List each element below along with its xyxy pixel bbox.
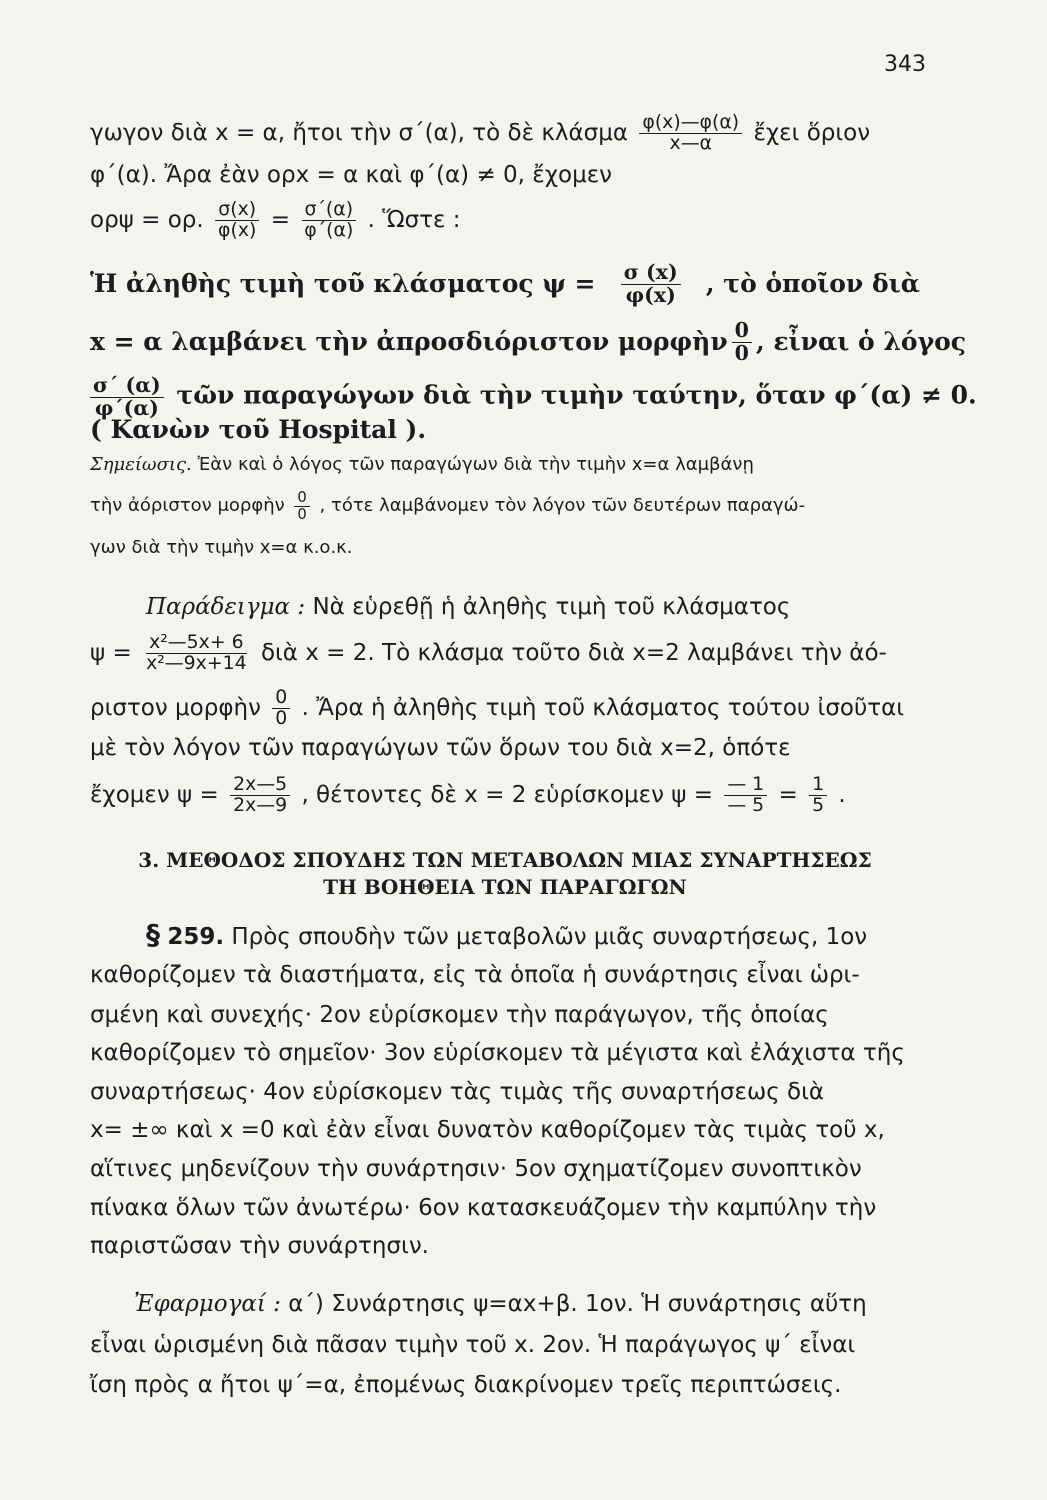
text-span: , θέτοντες δὲ x = 2 εὑρίσκομεν ψ = [301, 781, 713, 808]
section-heading-line-1: 3. ΜΕΘΟΔΟΣ ΣΠΟΥΔΗΣ ΤΩΝ ΜΕΤΑΒΟΛΩΝ ΜΙΑΣ ΣΥΝΑΡΤΗΣΕΩΣ [138, 848, 872, 872]
fraction-numerator: — 1 [724, 775, 767, 796]
section-line-5: συναρτήσεως· 4ον εὑρίσκομεν τὰς τιμὰς τῆς συναρτήσεως διὰ [90, 1079, 825, 1105]
note-line-3: γων διὰ τὴν τιμὴν x=α κ.ο.κ. [90, 537, 353, 558]
example-line-3 [90, 688, 920, 729]
equals-sign: = [270, 206, 290, 233]
fraction [724, 775, 767, 816]
example-label: Παράδειγμα : [146, 594, 306, 620]
text-line-2: φ΄(α). Ἄρα ἐὰν ορx = α καὶ φ΄(α) ≠ 0, ἔχομεν [90, 162, 613, 188]
text-span: ψ = [90, 639, 132, 666]
text-span: Πρὸς σπουδὴν τῶν μεταβολῶν μιᾶς συναρτήσεως, 1ον [231, 924, 868, 950]
fraction [732, 320, 752, 364]
section-line-4: καθορίζομεν τὸ σημεῖον· 3ον εὑρίσκομεν τὰ μέγιστα καὶ ἐλάχιστα τῆς [90, 1040, 905, 1066]
fraction-denominator: φ(x) [625, 282, 676, 307]
text-line-1 [90, 113, 920, 154]
applications-label: Ἐφαρμογαί : [134, 1291, 281, 1317]
fraction [294, 490, 309, 522]
fraction [215, 200, 259, 241]
text-span: ἔχει ὅριον [753, 119, 871, 146]
note-label: Σημείωσις. [90, 454, 192, 475]
fraction-denominator: x²—9x+14 [146, 651, 247, 674]
fraction [301, 200, 356, 241]
section-line-3: σμένη καὶ συνεχής· 2ον εὑρίσκομεν τὴν παράγωγον, τῆς ὁποίας [90, 1002, 829, 1028]
fraction-denominator: 0 [275, 706, 288, 729]
fraction [809, 775, 827, 816]
section-line-7: αἵτινες μηδενίζουν τὴν συνάρτησιν· 5ον σχηματίζομεν συνοπτικὸν [90, 1156, 862, 1182]
text-span: α΄) Συνάρτησις ψ=αx+β. 1ον. Ἡ συνάρτησις αὕτη [288, 1291, 867, 1317]
fraction-numerator: σ (x) [621, 262, 681, 285]
text-span: γωγον διὰ x = α, ἤτοι τὴν σ΄(α), τὸ δὲ κλάσμα [90, 119, 629, 146]
equals-sign: = [778, 781, 798, 808]
fraction [639, 113, 742, 154]
example-line-5 [90, 775, 920, 816]
fraction-denominator: 2x—9 [233, 793, 288, 816]
note-line-1 [90, 450, 920, 480]
fraction [272, 688, 290, 729]
example-line-1 [90, 592, 920, 622]
fraction [143, 633, 250, 674]
fraction [90, 375, 164, 419]
text-span: . [838, 781, 846, 808]
fraction-numerator: φ(x)—φ(α) [639, 113, 742, 134]
note-line-2 [90, 490, 920, 522]
text-span: ριστον μορφὴν [90, 694, 261, 721]
fraction-numerator: σ΄ (α) [90, 375, 164, 398]
section-heading-line-2: ΤΗ ΒΟΗΘΕΙΑ ΤΩΝ ΠΑΡΑΓΩΓΩΝ [323, 875, 687, 899]
fraction-denominator: 5 [812, 793, 825, 816]
fraction-denominator: φ΄(α) [94, 395, 159, 420]
fraction-numerator: 0 [732, 320, 752, 343]
example-line-4: μὲ τὸν λόγον τῶν παραγώγων τῶν ὅρων του διὰ x=2, ὁπότε [90, 735, 791, 761]
fraction [621, 262, 681, 306]
fraction-numerator: 2x—5 [230, 775, 290, 796]
text-span: Ἡ ἀληθὴς τιμὴ τοῦ κλάσματος ψ = [90, 269, 596, 299]
page-number: 343 [884, 52, 926, 77]
text-span: διὰ x = 2. Τὸ κλάσμα τοῦτο διὰ x=2 λαμβάνει τὴν ἀό- [260, 639, 887, 666]
rule-line-3 [90, 373, 977, 420]
fraction-denominator: x—α [669, 131, 712, 154]
rule-name: ( Κανὼν τοῦ Hospital ). [90, 415, 427, 444]
applications-line-3: ἴση πρὸς α ἤτοι ψ΄=α, ἐπομένως διακρίνομεν τρεῖς περιπτώσεις. [90, 1372, 842, 1398]
fraction-denominator: φ΄(α) [304, 218, 354, 241]
text-span: . Ὥστε : [367, 206, 461, 233]
text-span: , τότε λαμβάνομεν τὸν λόγον τῶν δευτέρων παραγώ- [319, 495, 806, 516]
fraction-numerator: σ΄(α) [302, 200, 357, 221]
text-span: τῶν παραγώγων διὰ τὴν τιμὴν ταύτην, ὅταν φ΄(α) ≠ 0. [176, 380, 977, 410]
fraction-numerator: 1 [809, 775, 827, 796]
text-span: ἔχομεν ψ = [90, 781, 219, 808]
text-span: x = α λαμβάνει τὴν ἀπροσδιόριστον μορφὴν [90, 327, 728, 357]
fraction-numerator: x²—5x+ 6 [146, 633, 247, 654]
text-span: , τὸ ὁποῖον διὰ [705, 269, 920, 299]
fraction-denominator: 0 [734, 340, 749, 365]
text-span: . Ἄρα ἡ ἀληθὴς τιμὴ τοῦ κλάσματος τούτου ἰσοῦται [301, 694, 905, 721]
fraction-numerator: σ(x) [215, 200, 259, 221]
text-line-3 [90, 200, 920, 241]
text-span: Ἐὰν καὶ ὁ λόγος τῶν παραγώγων διὰ τὴν τιμὴν x=α λαμβάνῃ [197, 454, 754, 475]
section-number: 259. [167, 924, 225, 950]
fraction-denominator: — 5 [727, 793, 765, 816]
section-line-1 [90, 920, 920, 952]
rule-line-2 [90, 318, 967, 365]
fraction-denominator: φ(x) [218, 218, 257, 241]
text-span: ορψ = ορ. [90, 206, 204, 233]
section-line-2: καθορίζομεν τὰ διαστήματα, εἰς τὰ ὁποῖα ἡ συνάρτησις εἶναι ὡρι- [90, 962, 860, 988]
section-line-9: παριστῶσαν τὴν συνάρτησιν. [90, 1233, 429, 1259]
example-line-2 [90, 633, 920, 674]
rule-line-1 [90, 262, 920, 306]
section-line-6: x= ±∞ καὶ x =0 καὶ ἐὰν εἶναι δυνατὸν καθορίζομεν τὰς τιμὰς τοῦ x, [90, 1117, 885, 1143]
text-span: τὴν ἀόριστον μορφὴν [90, 495, 285, 516]
applications-line-1 [90, 1289, 920, 1319]
section-line-8: πίνακα ὅλων τῶν ἀνωτέρω· 6ον κατασκευάζομεν τὴν καμπύλην τὴν [90, 1195, 877, 1221]
fraction-numerator: 0 [272, 688, 290, 709]
fraction-denominator: 0 [297, 505, 307, 523]
section-sign: § [146, 918, 160, 951]
applications-line-2: εἶναι ὡρισμένη διὰ πᾶσαν τιμὴν τοῦ x. 2ον. Ἡ παράγωγος ψ΄ εἶναι [90, 1332, 856, 1358]
fraction-numerator: 0 [294, 490, 309, 507]
text-span: , εἶναι ὁ λόγος [755, 327, 967, 357]
text-span: Νὰ εὑρεθῇ ἡ ἀληθὴς τιμὴ τοῦ κλάσματος [312, 594, 791, 620]
fraction [230, 775, 290, 816]
